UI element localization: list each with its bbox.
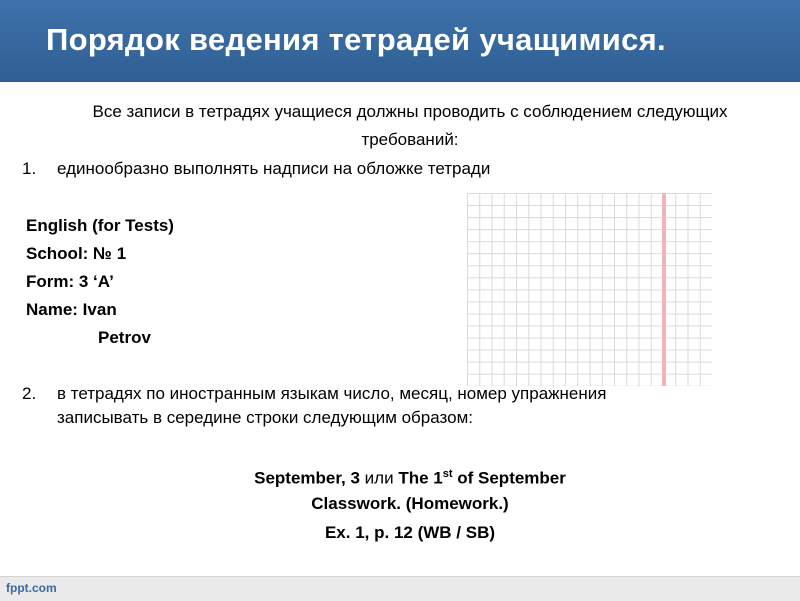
list-text-1: единообразно выполнять надписи на обложке тетради [57, 159, 491, 178]
date-format-1: September, 3 [254, 468, 360, 488]
cover-form: Form: 3 ‘A’ [26, 272, 114, 291]
slide-title: Порядок ведения тетрадей учащимися. [46, 22, 666, 57]
notebook-margin-line [662, 193, 666, 386]
intro-line-2: требований: [361, 130, 459, 149]
list-number-2: 2. [22, 384, 37, 403]
list-item-1 [22, 157, 490, 181]
ordinal-suffix: st [442, 468, 453, 480]
intro-line-1: Все записи в тетрадях учащиеся должны проводить с соблюдением следующих [92, 102, 728, 121]
list-text-2-line-2: записывать в середине строки следующим образом: [57, 408, 473, 427]
date-format-2-rest: of September [457, 468, 566, 488]
cover-school: School: № 1 [26, 244, 127, 263]
classwork-example: Classwork. (Homework.) [311, 494, 509, 513]
list-text-2-line-1: в тетрадях по иностранным языкам число, месяц, номер упражнения [57, 384, 607, 403]
footer-bar [0, 576, 800, 601]
date-format-2: The 1 [398, 468, 443, 488]
cover-name: Name: Ivan [26, 300, 117, 319]
or-word: или [364, 468, 394, 488]
list-number-1: 1. [22, 159, 37, 178]
exercise-example: Ex. 1, p. 12 (WB / SB) [324, 523, 496, 542]
footer-logo: fppt.com [6, 581, 57, 595]
cover-subject: English (for Tests) [26, 216, 174, 235]
cover-example [26, 212, 174, 352]
list-item-2 [22, 382, 712, 430]
cover-surname: Petrov [98, 328, 151, 347]
notebook-grid-image [467, 193, 712, 386]
title-bar [0, 0, 800, 82]
intro-text [20, 98, 800, 154]
